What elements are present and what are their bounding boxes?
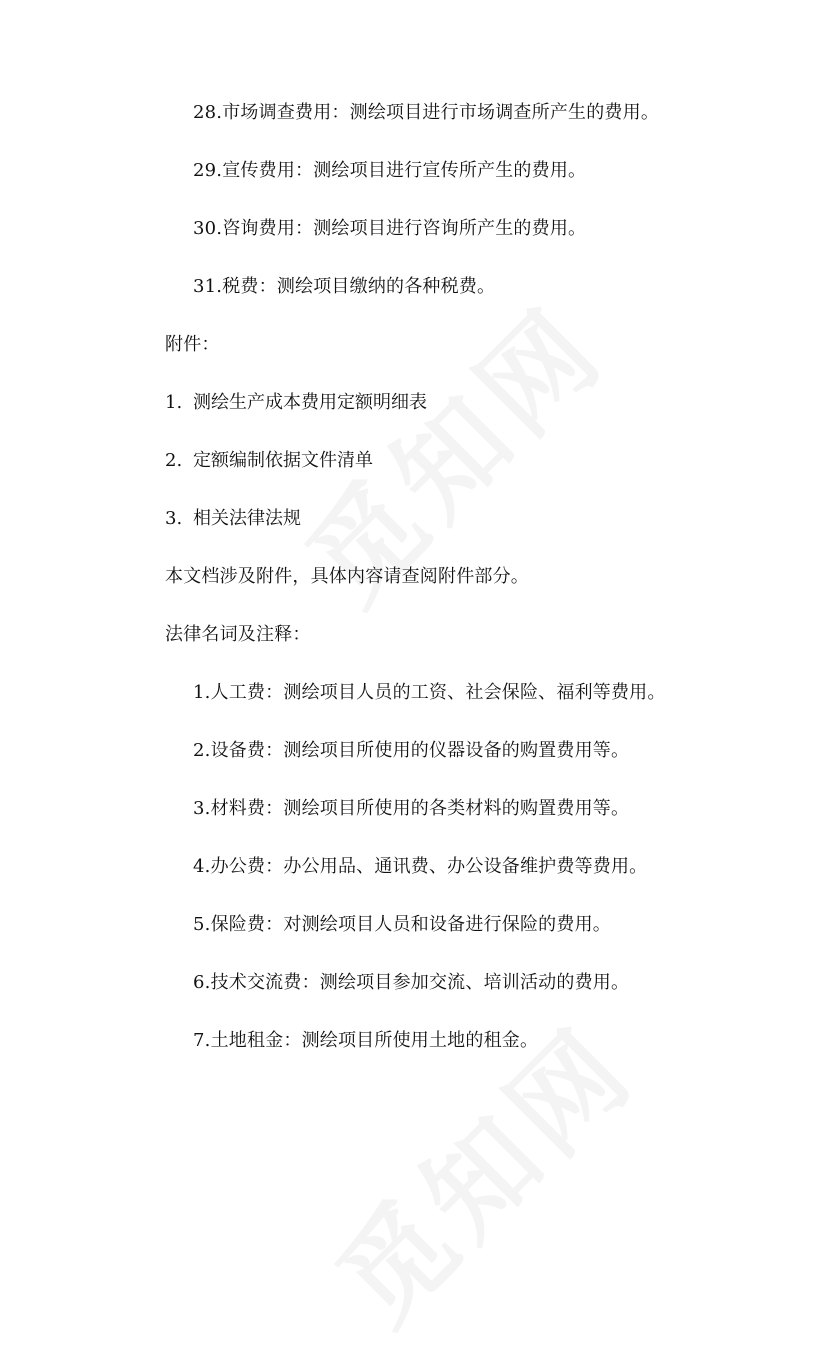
term-item: 5.保险费：对测绘项目人员和设备进行保险的费用。 <box>193 914 611 935</box>
attachment-text: 定额编制依据文件清单 <box>193 450 373 471</box>
attachment-number: 3. <box>165 508 183 529</box>
term-item: 7.土地租金：测绘项目所使用土地的租金。 <box>193 1030 539 1051</box>
attachments-heading: 附件： <box>165 334 220 355</box>
term-item: 4.办公费：办公用品、通讯费、办公设备维护费等费用。 <box>193 856 648 877</box>
list-item: 31.税费：测绘项目缴纳的各种税费。 <box>193 276 496 297</box>
term-item: 1.人工费：测绘项目人员的工资、社会保险、福利等费用。 <box>193 682 666 703</box>
term-item: 6.技术交流费：测绘项目参加交流、培训活动的费用。 <box>193 972 630 993</box>
term-item: 3.材料费：测绘项目所使用的各类材料的购置费用等。 <box>193 798 630 819</box>
list-item: 30.咨询费用：测绘项目进行咨询所产生的费用。 <box>193 218 587 239</box>
attachment-number: 2. <box>165 450 183 471</box>
attachment-text: 测绘生产成本费用定额明细表 <box>193 392 427 413</box>
list-item: 29.宣传费用：测绘项目进行宣传所产生的费用。 <box>193 160 587 181</box>
term-item: 2.设备费：测绘项目所使用的仪器设备的购置费用等。 <box>193 740 630 761</box>
list-item: 28.市场调查费用：测绘项目进行市场调查所产生的费用。 <box>193 102 660 123</box>
terms-heading: 法律名词及注释： <box>165 624 311 645</box>
attachments-note: 本文档涉及附件，具体内容请查阅附件部分。 <box>165 566 529 587</box>
attachment-number: 1. <box>165 392 183 413</box>
attachment-text: 相关法律法规 <box>193 508 301 529</box>
